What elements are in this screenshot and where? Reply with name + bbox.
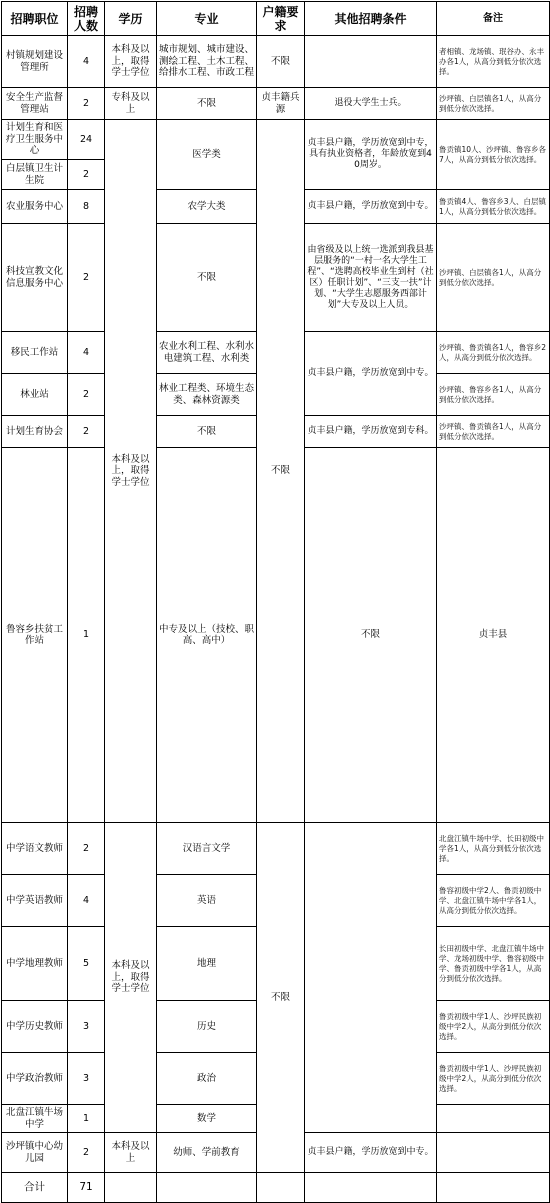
remark-cell: 鲁贡初级中学1人、沙坪民族初级中学2人，从高分到低分依次选择。: [437, 1001, 550, 1053]
position-cell: 中学地理教师: [2, 927, 68, 1001]
position-cell: 鲁容乡扶贫工作站: [2, 448, 68, 823]
table-row: [2, 36, 550, 88]
position-cell: 中学历史教师: [2, 1001, 68, 1053]
position-cell: 中学语文教师: [2, 823, 68, 875]
total-count: 71: [68, 1173, 105, 1203]
major-cell: 不限: [305, 448, 437, 823]
header-count: 招聘人数: [68, 2, 105, 36]
position-cell: 计划生育和医疗卫生服务中心: [2, 120, 68, 160]
count-cell: 5: [68, 927, 105, 1001]
count-cell: 3: [68, 1001, 105, 1053]
count-cell: 2: [68, 160, 105, 190]
count-cell: 2: [68, 823, 105, 875]
hukou-cell: 不限: [257, 36, 305, 88]
header-row: [2, 2, 550, 36]
remark-cell: 沙坪镇、鲁贡镇各1人，从高分到低分依次选择。: [437, 416, 550, 448]
major-cell: 幼师、学前教育: [157, 1133, 257, 1173]
remark-cell: [437, 1105, 550, 1133]
position-cell: 科技宣教文化信息服务中心: [2, 224, 68, 332]
header-other-conditions: 其他招聘条件: [305, 2, 437, 36]
other-conditions-cell: 贞丰县户籍，学历放宽到中专。: [305, 332, 437, 416]
count-cell: 2: [68, 88, 105, 120]
count-cell: 24: [68, 120, 105, 160]
total-row: [2, 1173, 550, 1203]
position-cell: 安全生产监督管理站: [2, 88, 68, 120]
header-hukou: 户籍要求: [257, 2, 305, 36]
other-conditions-cell: 贞丰县户籍，学历放宽到中专。: [305, 1133, 437, 1173]
other-conditions-cell: 贞丰县户籍，学历放宽到中专，具有执业资格者，年龄放宽到40周岁。: [305, 120, 437, 190]
remark-cell: 长田初级中学、北盘江镇牛场中学、龙场初级中学、鲁容初级中学、鲁贡初级中学各1人，从高分到低分依次选择。: [437, 927, 550, 1001]
position-cell: 计划生育协会: [2, 416, 68, 448]
major-cell: 不限: [157, 224, 257, 332]
major-cell: 农学大类: [157, 190, 257, 224]
position-cell: 村镇规划建设管理所: [2, 36, 68, 88]
remark-cell: 者相镇、龙场镇、珉谷办、永丰办各1人，从高分到低分依次选择。: [437, 36, 550, 88]
count-cell: 2: [68, 1133, 105, 1173]
empty-cell: [105, 1173, 157, 1203]
empty-cell: [437, 1173, 550, 1203]
table-row: [2, 88, 550, 120]
table-row: [2, 120, 550, 160]
hukou-cell: 贞丰县: [437, 448, 550, 823]
other-conditions-cell: 贞丰县户籍，学历放宽到中专。: [305, 190, 437, 224]
header-education: 学历: [105, 2, 157, 36]
empty-cell: [305, 1173, 437, 1203]
position-cell: 林业站: [2, 374, 68, 416]
count-cell: 1: [68, 448, 105, 823]
recruitment-table: [1, 1, 550, 1203]
remark-cell: 鲁贡镇10人、沙坪镇、鲁容乡各7人，从高分到低分依次选择。: [437, 120, 550, 190]
major-cell: 城市规划、城市建设、测绘工程、土木工程、给排水工程、市政工程: [157, 36, 257, 88]
count-cell: 3: [68, 1053, 105, 1105]
position-cell: 农业服务中心: [2, 190, 68, 224]
position-cell: 沙坪镇中心幼儿园: [2, 1133, 68, 1173]
major-cell: 数学: [157, 1105, 257, 1133]
header-major: 专业: [157, 2, 257, 36]
empty-cell: [257, 1173, 305, 1203]
education-cell: 本科及以上: [105, 1133, 157, 1173]
remark-cell: 北盘江镇牛场中学、长田初级中学各1人，从高分到低分依次选择。: [437, 823, 550, 875]
count-cell: 4: [68, 332, 105, 374]
position-cell: 北盘江镇牛场中学: [2, 1105, 68, 1133]
major-cell: 农业水利工程、水利水电建筑工程、水利类: [157, 332, 257, 374]
count-cell: 2: [68, 224, 105, 332]
remark-cell: 鲁容初级中学2人、鲁贡初级中学、北盘江镇牛场中学各1人，从高分到低分依次选择。: [437, 875, 550, 927]
remark-cell: [437, 1133, 550, 1173]
count-cell: 2: [68, 374, 105, 416]
hukou-cell: 不限: [257, 120, 305, 823]
education-cell: 本科及以上，取得学士学位: [105, 36, 157, 88]
major-cell: 不限: [157, 88, 257, 120]
position-cell: 白层镇卫生计生院: [2, 160, 68, 190]
count-cell: 1: [68, 1105, 105, 1133]
other-conditions-cell: 贞丰县户籍，学历放宽到专科。: [305, 416, 437, 448]
major-cell: 历史: [157, 1001, 257, 1053]
major-cell: 英语: [157, 875, 257, 927]
header-position: 招聘职位: [2, 2, 68, 36]
education-cell: 中专及以上（技校、职高、高中）: [157, 448, 257, 823]
major-cell: 政治: [157, 1053, 257, 1105]
education-cell: 本科及以上，取得学士学位: [105, 120, 157, 823]
remark-cell: 沙坪镇、白层镇各1人，从高分到低分依次选择。: [437, 224, 550, 332]
remark-cell: 沙坪镇、白层镇各1人，从高分到低分依次选择。: [437, 88, 550, 120]
hukou-cell: 贞丰籍兵源: [257, 88, 305, 120]
other-conditions-cell: [305, 823, 437, 1133]
other-conditions-cell: [305, 36, 437, 88]
position-cell: 移民工作站: [2, 332, 68, 374]
empty-cell: [157, 1173, 257, 1203]
remark-cell: 鲁贡初级中学1人、沙坪民族初级中学2人，从高分到低分依次选择。: [437, 1053, 550, 1105]
count-cell: 8: [68, 190, 105, 224]
position-cell: 中学政治教师: [2, 1053, 68, 1105]
education-cell: 本科及以上，取得学士学位: [105, 823, 157, 1133]
remark-cell: 沙坪镇、鲁贡镇各1人，鲁容乡2人，从高分到低分依次选择。: [437, 332, 550, 374]
count-cell: 4: [68, 875, 105, 927]
total-label: 合计: [2, 1173, 68, 1203]
hukou-cell: 不限: [257, 823, 305, 1173]
major-cell: 林业工程类、环境生态类、森林资源类: [157, 374, 257, 416]
major-cell: 汉语言文学: [157, 823, 257, 875]
other-conditions-cell: 由省级及以上统一选派到我县基层服务的“一村一名大学生工程”、“选聘高校毕业生到村（社区）任职计划”、“三支一扶”计划、“大学生志愿服务西部计划”大专及以上人员。: [305, 224, 437, 332]
remark-cell: 鲁贡镇4人、鲁容乡3人、白层镇1人，从高分到低分依次选择。: [437, 190, 550, 224]
remark-cell: 沙坪镇、鲁容乡各1人，从高分到低分依次选择。: [437, 374, 550, 416]
major-cell: 地理: [157, 927, 257, 1001]
education-cell: 专科及以上: [105, 88, 157, 120]
major-cell: 医学类: [157, 120, 257, 190]
major-cell: 不限: [157, 416, 257, 448]
table-row: [2, 823, 550, 875]
position-cell: 中学英语教师: [2, 875, 68, 927]
header-remark: 备注: [437, 2, 550, 36]
count-cell: 2: [68, 416, 105, 448]
other-conditions-cell: 退役大学生士兵。: [305, 88, 437, 120]
count-cell: 4: [68, 36, 105, 88]
